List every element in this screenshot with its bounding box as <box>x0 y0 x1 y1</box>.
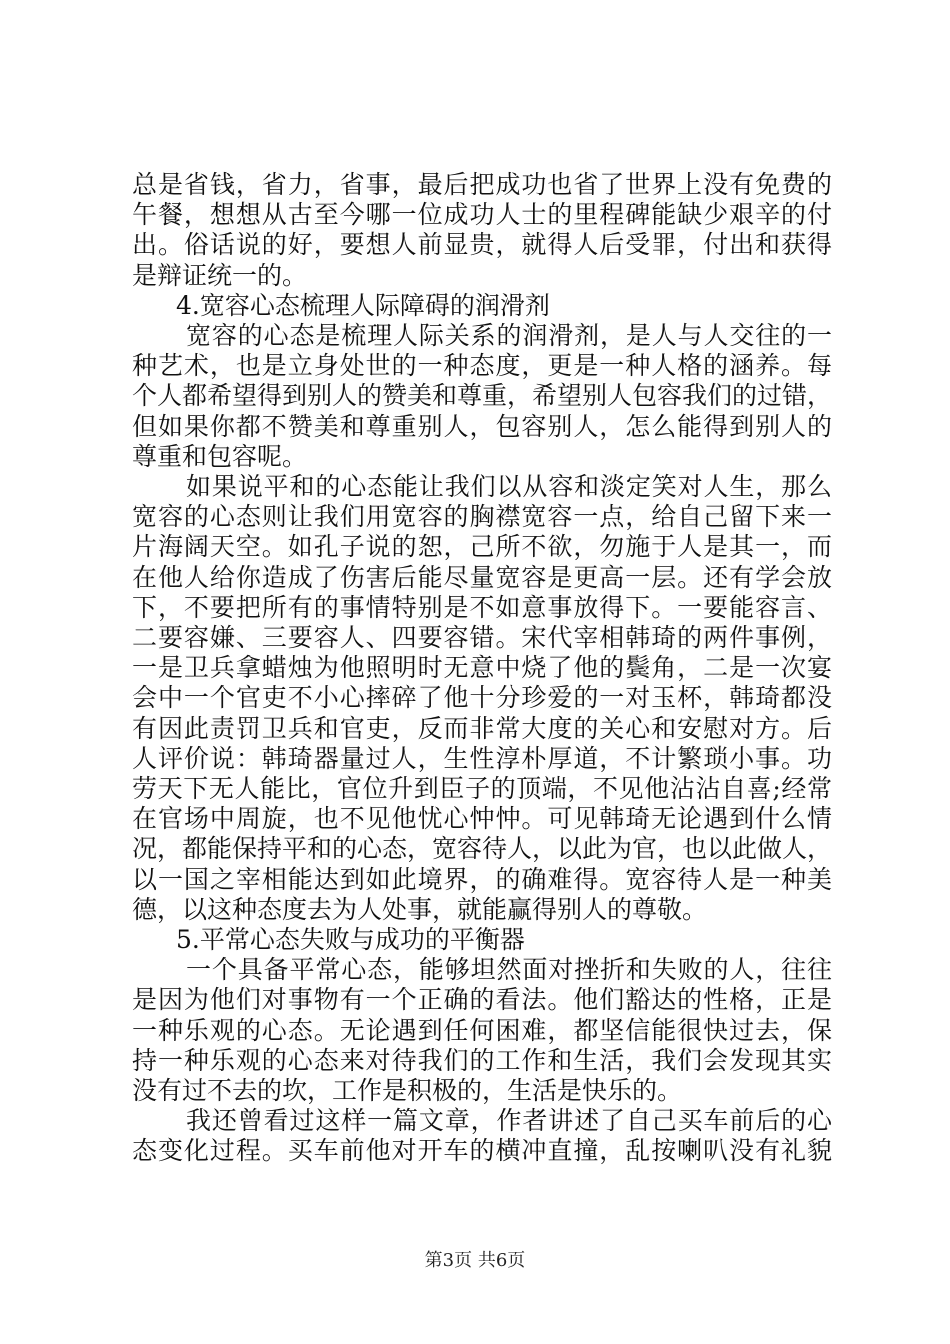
text-line: 态变化过程。买车前他对开车的横冲直撞，乱按喇叭没有礼貌 <box>132 1136 832 1166</box>
text-line: 会中一个官吏不小心摔碎了他十分珍爱的一对玉杯，韩琦都没 <box>132 683 832 713</box>
text-line: 德，以这种态度去为人处事，就能赢得别人的尊敬。 <box>132 894 708 924</box>
paragraph-start: 我还曾看过这样一篇文章，作者讲述了自己买车前后的心 <box>186 1106 832 1136</box>
text-line: 总是省钱，省力，省事，最后把成功也省了世界上没有免费的 <box>132 170 832 199</box>
text-line: 持一种乐观的心态来对待我们的工作和生活，我们会发现其实 <box>132 1045 832 1075</box>
text-line: 下，不要把所有的事情特别是不如意事放得下。一要能容言、 <box>132 592 832 622</box>
text-line: 尊重和包容呢。 <box>132 441 308 471</box>
section-heading: 4.宽容心态梳理人际障碍的润滑剂 <box>176 290 550 320</box>
text-line: 一种乐观的心态。无论遇到任何困难，都坚信能很快过去，保 <box>132 1015 832 1045</box>
text-line: 片海阔天空。如孔子说的恕，己所不欲，勿施于人是其一，而 <box>132 532 832 562</box>
text-line: 在他人给你造成了伤害后能尽量宽容是更高一层。还有学会放 <box>132 562 832 592</box>
text-line: 午餐，想想从古至今哪一位成功人士的里程碑能缺少艰辛的付 <box>132 200 832 230</box>
paragraph-start: 如果说平和的心态能让我们以从容和淡定笑对人生，那么 <box>186 472 832 501</box>
text-line: 在官场中周旋，也不见他忧心忡忡。可见韩琦无论遇到什么情 <box>132 804 832 834</box>
text-line: 劳天下无人能比，官位升到臣子的顶端，不见他沾沾自喜;经常 <box>132 774 832 803</box>
text-line: 二要容嫌、三要容人、四要容错。宋代宰相韩琦的两件事例， <box>132 623 832 652</box>
section-heading: 5.平常心态失败与成功的平衡器 <box>176 925 525 954</box>
text-line: 有因此责罚卫兵和官吏，反而非常大度的关心和安慰对方。后 <box>132 713 832 743</box>
paragraph-start: 宽容的心态是梳理人际关系的润滑剂，是人与人交往的一 <box>186 321 832 350</box>
text-line: 种艺术，也是立身处世的一种态度，更是一种人格的涵养。每 <box>132 351 832 381</box>
text-line: 况，都能保持平和的心态，宽容待人，以此为官，也以此做人， <box>132 834 833 864</box>
page-footer: 第3页 共6页 <box>424 1250 526 1271</box>
text-line: 是辩证统一的。 <box>132 260 308 290</box>
text-line: 一是卫兵拿蜡烛为他照明时无意中烧了他的鬓角，二是一次宴 <box>132 653 832 683</box>
text-line: 但如果你都不赞美和尊重别人，包容别人，怎么能得到别人的 <box>132 411 832 441</box>
text-line: 出。俗话说的好，要想人前显贵，就得人后受罪，付出和获得 <box>132 230 832 260</box>
paragraph-start: 一个具备平常心态，能够坦然面对挫折和失败的人，往往 <box>186 955 832 985</box>
text-line: 没有过不去的坎，工作是积极的，生活是快乐的。 <box>132 1076 683 1105</box>
text-line: 是因为他们对事物有一个正确的看法。他们豁达的性格，正是 <box>132 985 832 1015</box>
text-line: 以一国之宰相能达到如此境界，的确难得。宽容待人是一种美 <box>132 864 832 894</box>
text-line: 个人都希望得到别人的赞美和尊重，希望别人包容我们的过错， <box>132 381 833 411</box>
text-line: 宽容的心态则让我们用宽容的胸襟宽容一点，给自己留下来一 <box>132 502 832 532</box>
text-line: 人评价说：韩琦器量过人，生性淳朴厚道，不计繁琐小事。功 <box>132 743 832 773</box>
